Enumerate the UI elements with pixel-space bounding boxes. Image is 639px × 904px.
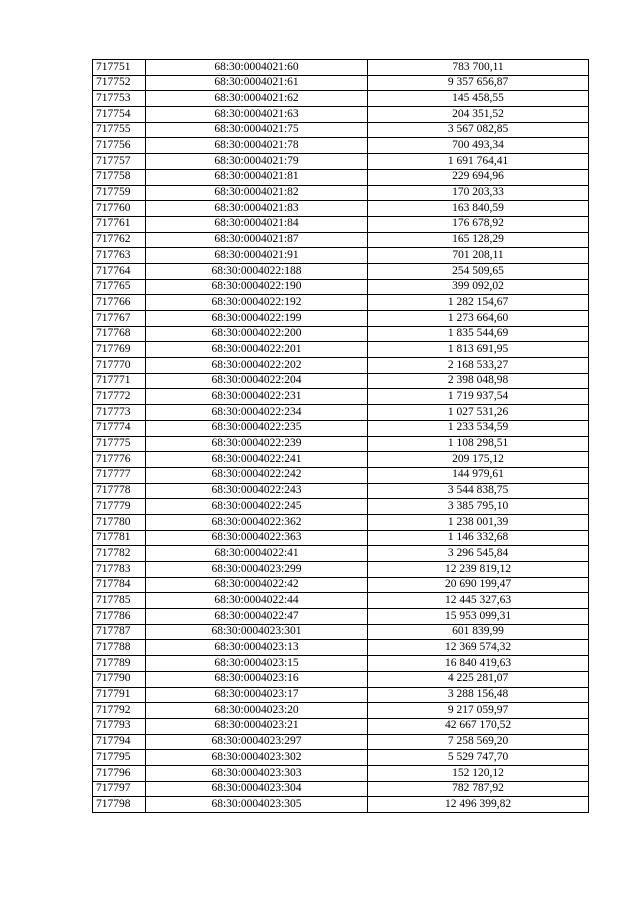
cadastral-number-cell: 68:30:0004022:234 bbox=[146, 405, 368, 421]
cadastral-number-cell: 68:30:0004023:305 bbox=[146, 797, 368, 813]
table-row bbox=[93, 185, 589, 201]
row-number-cell: 717755 bbox=[93, 122, 146, 138]
table-row bbox=[93, 342, 589, 358]
table-row bbox=[93, 358, 589, 374]
cadastral-number-cell: 68:30:0004021:79 bbox=[146, 154, 368, 170]
row-number-cell: 717761 bbox=[93, 216, 146, 232]
table-row bbox=[93, 373, 589, 389]
table-row bbox=[93, 279, 589, 295]
table-row bbox=[93, 91, 589, 107]
row-number-cell: 717774 bbox=[93, 420, 146, 436]
row-number-cell: 717791 bbox=[93, 687, 146, 703]
row-number-cell: 717759 bbox=[93, 185, 146, 201]
row-number-cell: 717767 bbox=[93, 311, 146, 327]
row-number-cell: 717753 bbox=[93, 91, 146, 107]
table-row bbox=[93, 499, 589, 515]
row-number-cell: 717784 bbox=[93, 577, 146, 593]
cadastral-number-cell: 68:30:0004023:13 bbox=[146, 640, 368, 656]
cadastral-value-cell: 1 282 154,67 bbox=[368, 295, 589, 311]
cadastral-value-cell: 1 273 664,60 bbox=[368, 311, 589, 327]
table-row bbox=[93, 797, 589, 813]
cadastral-value-cell: 163 840,59 bbox=[368, 201, 589, 217]
cadastral-number-cell: 68:30:0004023:301 bbox=[146, 624, 368, 640]
cadastral-number-cell: 68:30:0004021:63 bbox=[146, 107, 368, 123]
cadastral-number-cell: 68:30:0004022:199 bbox=[146, 311, 368, 327]
table-row bbox=[93, 640, 589, 656]
row-number-cell: 717776 bbox=[93, 452, 146, 468]
row-number-cell: 717783 bbox=[93, 562, 146, 578]
row-number-cell: 717754 bbox=[93, 107, 146, 123]
cadastral-number-cell: 68:30:0004021:91 bbox=[146, 248, 368, 264]
table-row bbox=[93, 389, 589, 405]
table-row bbox=[93, 671, 589, 687]
table-row bbox=[93, 687, 589, 703]
cadastral-value-cell: 204 351,52 bbox=[368, 107, 589, 123]
cadastral-number-cell: 68:30:0004022:190 bbox=[146, 279, 368, 295]
cadastral-number-cell: 68:30:0004021:61 bbox=[146, 75, 368, 91]
row-number-cell: 717770 bbox=[93, 358, 146, 374]
cadastral-value-cell: 145 458,55 bbox=[368, 91, 589, 107]
row-number-cell: 717757 bbox=[93, 154, 146, 170]
cadastral-number-cell: 68:30:0004023:299 bbox=[146, 562, 368, 578]
cadastral-number-cell: 68:30:0004023:302 bbox=[146, 750, 368, 766]
cadastral-value-cell: 4 225 281,07 bbox=[368, 671, 589, 687]
cadastral-number-cell: 68:30:0004023:303 bbox=[146, 765, 368, 781]
row-number-cell: 717795 bbox=[93, 750, 146, 766]
cadastral-number-cell: 68:30:0004021:81 bbox=[146, 169, 368, 185]
cadastral-value-cell: 701 208,11 bbox=[368, 248, 589, 264]
table-row bbox=[93, 75, 589, 91]
cadastral-number-cell: 68:30:0004022:202 bbox=[146, 358, 368, 374]
table-row bbox=[93, 781, 589, 797]
cadastral-number-cell: 68:30:0004021:83 bbox=[146, 201, 368, 217]
row-number-cell: 717777 bbox=[93, 467, 146, 483]
row-number-cell: 717775 bbox=[93, 436, 146, 452]
row-number-cell: 717798 bbox=[93, 797, 146, 813]
cadastral-number-cell: 68:30:0004021:87 bbox=[146, 232, 368, 248]
row-number-cell: 717782 bbox=[93, 546, 146, 562]
row-number-cell: 717760 bbox=[93, 201, 146, 217]
cadastral-number-cell: 68:30:0004023:15 bbox=[146, 656, 368, 672]
row-number-cell: 717766 bbox=[93, 295, 146, 311]
table-row bbox=[93, 562, 589, 578]
cadastral-value-cell: 15 953 099,31 bbox=[368, 609, 589, 625]
cadastral-value-cell: 3 544 838,75 bbox=[368, 483, 589, 499]
cadastral-number-cell: 68:30:0004022:362 bbox=[146, 514, 368, 530]
table-row bbox=[93, 107, 589, 123]
cadastral-value-cell: 783 700,11 bbox=[368, 60, 589, 76]
cadastral-value-cell: 1 719 937,54 bbox=[368, 389, 589, 405]
row-number-cell: 717752 bbox=[93, 75, 146, 91]
table-row bbox=[93, 656, 589, 672]
row-number-cell: 717780 bbox=[93, 514, 146, 530]
table-row bbox=[93, 169, 589, 185]
cadastral-value-cell: 700 493,34 bbox=[368, 138, 589, 154]
cadastral-value-cell: 3 296 545,84 bbox=[368, 546, 589, 562]
cadastral-value-cell: 9 217 059,97 bbox=[368, 703, 589, 719]
cadastral-value-cell: 12 496 399,82 bbox=[368, 797, 589, 813]
cadastral-number-cell: 68:30:0004022:41 bbox=[146, 546, 368, 562]
table-row bbox=[93, 750, 589, 766]
table-row bbox=[93, 311, 589, 327]
table-row bbox=[93, 718, 589, 734]
cadastral-value-cell: 176 678,92 bbox=[368, 216, 589, 232]
cadastral-value-cell: 12 369 574,32 bbox=[368, 640, 589, 656]
cadastral-value-cell: 144 979,61 bbox=[368, 467, 589, 483]
table-row bbox=[93, 609, 589, 625]
table-row bbox=[93, 624, 589, 640]
table-row bbox=[93, 248, 589, 264]
table-row bbox=[93, 232, 589, 248]
row-number-cell: 717793 bbox=[93, 718, 146, 734]
row-number-cell: 717769 bbox=[93, 342, 146, 358]
row-number-cell: 717765 bbox=[93, 279, 146, 295]
cadastral-number-cell: 68:30:0004022:241 bbox=[146, 452, 368, 468]
cadastral-value-cell: 9 357 656,87 bbox=[368, 75, 589, 91]
cadastral-value-cell: 12 445 327,63 bbox=[368, 593, 589, 609]
row-number-cell: 717771 bbox=[93, 373, 146, 389]
row-number-cell: 717797 bbox=[93, 781, 146, 797]
cadastral-value-cell: 16 840 419,63 bbox=[368, 656, 589, 672]
cadastral-value-table bbox=[92, 59, 589, 813]
cadastral-value-cell: 3 567 082,85 bbox=[368, 122, 589, 138]
cadastral-number-cell: 68:30:0004022:200 bbox=[146, 326, 368, 342]
cadastral-number-cell: 68:30:0004022:239 bbox=[146, 436, 368, 452]
cadastral-value-cell: 229 694,96 bbox=[368, 169, 589, 185]
cadastral-number-cell: 68:30:0004022:44 bbox=[146, 593, 368, 609]
cadastral-value-cell: 1 108 298,51 bbox=[368, 436, 589, 452]
cadastral-value-cell: 12 239 819,12 bbox=[368, 562, 589, 578]
row-number-cell: 717785 bbox=[93, 593, 146, 609]
row-number-cell: 717764 bbox=[93, 263, 146, 279]
cadastral-number-cell: 68:30:0004021:84 bbox=[146, 216, 368, 232]
cadastral-value-cell: 3 288 156,48 bbox=[368, 687, 589, 703]
row-number-cell: 717779 bbox=[93, 499, 146, 515]
row-number-cell: 717787 bbox=[93, 624, 146, 640]
table-row bbox=[93, 467, 589, 483]
row-number-cell: 717772 bbox=[93, 389, 146, 405]
cadastral-value-cell: 3 385 795,10 bbox=[368, 499, 589, 515]
cadastral-number-cell: 68:30:0004023:304 bbox=[146, 781, 368, 797]
row-number-cell: 717789 bbox=[93, 656, 146, 672]
table-row bbox=[93, 405, 589, 421]
cadastral-value-cell: 20 690 199,47 bbox=[368, 577, 589, 593]
table-row bbox=[93, 122, 589, 138]
row-number-cell: 717792 bbox=[93, 703, 146, 719]
cadastral-value-cell: 152 120,12 bbox=[368, 765, 589, 781]
cadastral-value-cell: 601 839,99 bbox=[368, 624, 589, 640]
cadastral-number-cell: 68:30:0004022:192 bbox=[146, 295, 368, 311]
cadastral-value-cell: 399 092,02 bbox=[368, 279, 589, 295]
cadastral-value-cell: 170 203,33 bbox=[368, 185, 589, 201]
table-row bbox=[93, 420, 589, 436]
cadastral-number-cell: 68:30:0004023:17 bbox=[146, 687, 368, 703]
cadastral-number-cell: 68:30:0004022:245 bbox=[146, 499, 368, 515]
cadastral-number-cell: 68:30:0004021:78 bbox=[146, 138, 368, 154]
table-row bbox=[93, 154, 589, 170]
cadastral-number-cell: 68:30:0004023:297 bbox=[146, 734, 368, 750]
cadastral-number-cell: 68:30:0004022:42 bbox=[146, 577, 368, 593]
row-number-cell: 717788 bbox=[93, 640, 146, 656]
table-row bbox=[93, 546, 589, 562]
cadastral-value-cell: 5 529 747,70 bbox=[368, 750, 589, 766]
cadastral-value-cell: 1 813 691,95 bbox=[368, 342, 589, 358]
row-number-cell: 717794 bbox=[93, 734, 146, 750]
table-row bbox=[93, 216, 589, 232]
row-number-cell: 717790 bbox=[93, 671, 146, 687]
row-number-cell: 717762 bbox=[93, 232, 146, 248]
cadastral-number-cell: 68:30:0004021:82 bbox=[146, 185, 368, 201]
row-number-cell: 717773 bbox=[93, 405, 146, 421]
table-row bbox=[93, 436, 589, 452]
row-number-cell: 717768 bbox=[93, 326, 146, 342]
cadastral-number-cell: 68:30:0004022:201 bbox=[146, 342, 368, 358]
cadastral-value-cell: 42 667 170,52 bbox=[368, 718, 589, 734]
cadastral-number-cell: 68:30:0004023:21 bbox=[146, 718, 368, 734]
cadastral-number-cell: 68:30:0004021:75 bbox=[146, 122, 368, 138]
table-row bbox=[93, 483, 589, 499]
row-number-cell: 717781 bbox=[93, 530, 146, 546]
cadastral-value-cell: 209 175,12 bbox=[368, 452, 589, 468]
cadastral-value-cell: 2 398 048,98 bbox=[368, 373, 589, 389]
cadastral-number-cell: 68:30:0004021:62 bbox=[146, 91, 368, 107]
cadastral-number-cell: 68:30:0004022:204 bbox=[146, 373, 368, 389]
cadastral-value-cell: 7 258 569,20 bbox=[368, 734, 589, 750]
cadastral-number-cell: 68:30:0004022:242 bbox=[146, 467, 368, 483]
row-number-cell: 717786 bbox=[93, 609, 146, 625]
table-row bbox=[93, 577, 589, 593]
cadastral-value-cell: 1 238 001,39 bbox=[368, 514, 589, 530]
cadastral-value-cell: 1 835 544,69 bbox=[368, 326, 589, 342]
cadastral-number-cell: 68:30:0004022:243 bbox=[146, 483, 368, 499]
table-row bbox=[93, 765, 589, 781]
table-row bbox=[93, 703, 589, 719]
cadastral-number-cell: 68:30:0004022:231 bbox=[146, 389, 368, 405]
cadastral-number-cell: 68:30:0004023:16 bbox=[146, 671, 368, 687]
row-number-cell: 717796 bbox=[93, 765, 146, 781]
table-row bbox=[93, 530, 589, 546]
cadastral-value-cell: 782 787,92 bbox=[368, 781, 589, 797]
row-number-cell: 717751 bbox=[93, 60, 146, 76]
cadastral-number-cell: 68:30:0004022:188 bbox=[146, 263, 368, 279]
table-row bbox=[93, 452, 589, 468]
table-row bbox=[93, 60, 589, 76]
cadastral-number-cell: 68:30:0004022:235 bbox=[146, 420, 368, 436]
table-row bbox=[93, 201, 589, 217]
cadastral-value-cell: 1 027 531,26 bbox=[368, 405, 589, 421]
cadastral-value-cell: 1 233 534,59 bbox=[368, 420, 589, 436]
table-row bbox=[93, 593, 589, 609]
row-number-cell: 717778 bbox=[93, 483, 146, 499]
table-row bbox=[93, 514, 589, 530]
table-body bbox=[93, 60, 589, 813]
table-row bbox=[93, 263, 589, 279]
cadastral-value-cell: 1 146 332,68 bbox=[368, 530, 589, 546]
cadastral-number-cell: 68:30:0004023:20 bbox=[146, 703, 368, 719]
table-row bbox=[93, 295, 589, 311]
row-number-cell: 717758 bbox=[93, 169, 146, 185]
cadastral-number-cell: 68:30:0004022:363 bbox=[146, 530, 368, 546]
row-number-cell: 717763 bbox=[93, 248, 146, 264]
cadastral-value-cell: 165 128,29 bbox=[368, 232, 589, 248]
cadastral-value-cell: 2 168 533,27 bbox=[368, 358, 589, 374]
table-row bbox=[93, 734, 589, 750]
cadastral-value-cell: 1 691 764,41 bbox=[368, 154, 589, 170]
cadastral-number-cell: 68:30:0004021:60 bbox=[146, 60, 368, 76]
cadastral-value-cell: 254 509,65 bbox=[368, 263, 589, 279]
table-row bbox=[93, 326, 589, 342]
cadastral-number-cell: 68:30:0004022:47 bbox=[146, 609, 368, 625]
table-row bbox=[93, 138, 589, 154]
row-number-cell: 717756 bbox=[93, 138, 146, 154]
